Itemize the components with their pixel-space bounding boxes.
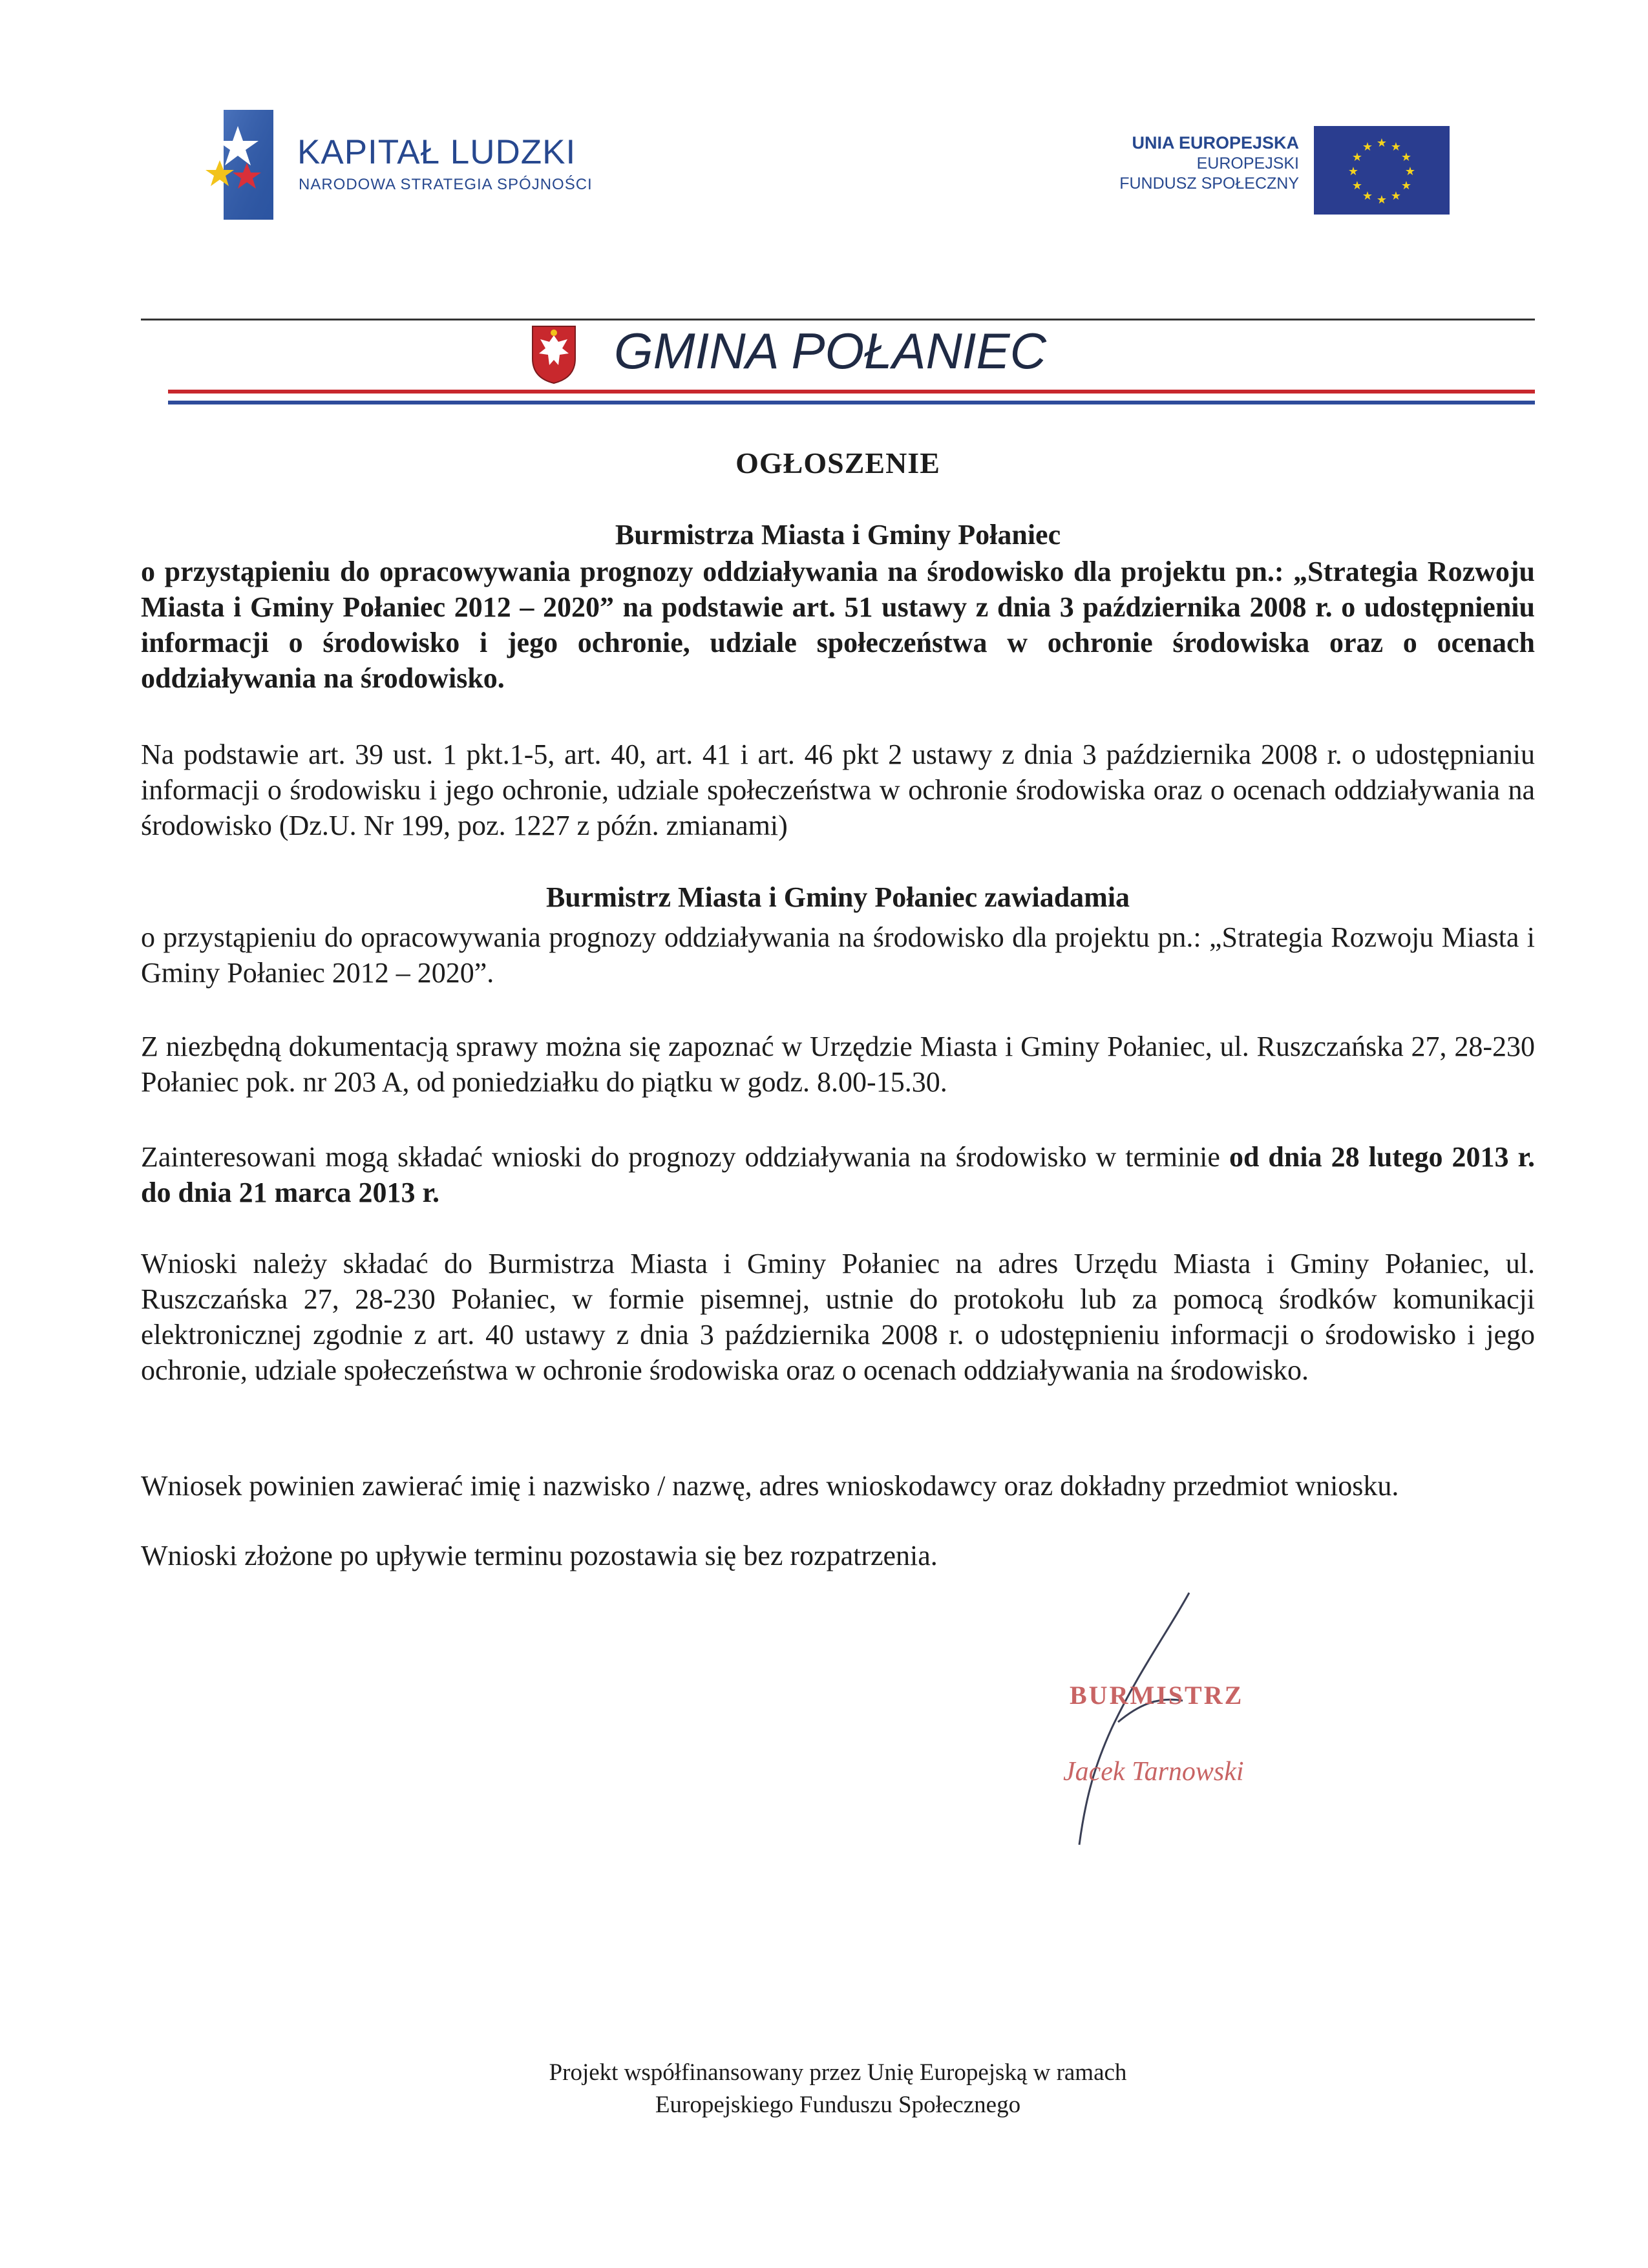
kapital-ludzki-subtitle: NARODOWA STRATEGIA SPÓJNOŚCI [299,176,593,193]
eu-flag-icon [1314,126,1450,215]
announces-line: Burmistrz Miasta i Gminy Połaniec zawiadamia [545,881,1130,913]
stamp-name: Jacek Tarnowski [1063,1757,1244,1787]
svg-text:★: ★ [1376,136,1388,150]
header-red-rule [168,390,1535,394]
late-applications-paragraph: Wnioski złożone po upływie terminu pozostawia się bez rozpatrzenia. [141,1540,938,1571]
svg-text:★: ★ [1404,165,1416,178]
documentation-paragraph: Z niezbędną dokumentacją sprawy można się zapoznać w Urzędzie Miasta i Gminy Połaniec, ul. Ruszczańska 27, 28-230 Połaniec pok. nr 203 A, od poniedziałku do piątku w godz. 8.00-15.30. [141,1031,1535,1098]
footer-line-1: Projekt współfinansowany przez Unię Europejską w ramach [549,2059,1127,2086]
svg-text:★: ★ [1362,140,1373,154]
svg-text:★: ★ [1351,179,1363,193]
svg-text:★: ★ [1400,151,1412,164]
applications-paragraph: Wnioski należy składać do Burmistrza Miasta i Gminy Połaniec na adres Urzędu Miasta i Gminy Połaniec, ul. Ruszczańska 27, 28-230 Połaniec, w formie pisemnej, ustnie do protokołu lub za pomocą środków komunikacji elektronicznej zgodnie z art. 40 ustawy z dnia 3 października 2008 r. o udostępnieniu informacji o środowisko i jego ochronie, udziale społeczeństwa w ochronie środowiska oraz o ocenach oddziaływania na środowisko. [141,1248,1535,1386]
deadline-dates: od dnia 28 lutego 2013 r. do dnia 21 marca 2013 r. [141,1141,1535,1208]
svg-text:★: ★ [1390,189,1402,203]
svg-text:★: ★ [1400,179,1412,193]
deadline-text: Zainteresowani mogą składać wnioski do prognozy oddziaływania na środowisko w terminie [141,1141,1229,1173]
svg-text:★: ★ [1351,151,1363,164]
kapital-ludzki-title: KAPITAŁ LUDZKI [297,133,576,171]
footer-line-2: Europejskiego Funduszu Społecznego [655,2092,1021,2118]
requirements-paragraph: Wniosek powinien zawierać imię i nazwisko / nazwę, adres wnioskodawcy oraz dokładny przedmiot wniosku. [141,1470,1399,1502]
eu-line-european: EUROPEJSKI [1196,154,1299,173]
project-paragraph: o przystąpieniu do opracowywania prognozy oddziaływania na środowisko dla projektu pn.: „Strategia Rozwoju Miasta i Gminy Połaniec 2012 – 2020”. [141,921,1535,989]
legal-basis-paragraph: Na podstawie art. 39 ust. 1 pkt.1-5, art. 40, art. 41 i art. 46 pkt 2 ustawy z dnia 3 października 2008 r. o udostępnianiu informacji o środowisku i jego ochronie, udziale społeczeństwa w ochronie środowiska oraz o ocenach oddziaływania na środowisko (Dz.U. Nr 199, poz. 1227 z późn. zmianami) [141,739,1535,841]
coat-of-arms-icon [531,325,576,384]
svg-text:★: ★ [1376,193,1388,207]
stamp-title: BURMISTRZ [1070,1681,1244,1710]
municipality-title: GMINA POŁANIEC [614,322,1046,379]
issuer-line: Burmistrza Miasta i Gminy Połaniec [615,519,1061,551]
eu-line-fund: FUNDUSZ SPOŁECZNY [1119,174,1299,193]
eu-fund-text [1008,132,1299,194]
header-top-rule [141,319,1535,320]
svg-text:★: ★ [1390,140,1402,154]
svg-text:★: ★ [1347,165,1359,178]
footer-note [141,2057,1535,2121]
eu-line-union: UNIA EUROPEJSKA [1132,133,1299,152]
kapital-ludzki-logo-icon [206,110,273,220]
header-blue-rule [168,401,1535,404]
handwritten-signature-icon [1041,1590,1273,1848]
announcement-heading: OGŁOSZENIE [735,446,940,479]
svg-text:★: ★ [1362,189,1373,203]
intro-paragraph: o przystąpieniu do opracowywania prognozy oddziaływania na środowisko dla projektu pn.: „Strategia Rozwoju Miasta i Gminy Połaniec 2012 – 2020” na podstawie art. 51 ustawy z dnia 3 października 2008 r. o udostępnieniu informacji o środowisko i jego ochronie, udziale społeczeństwa w ochronie środowiska oraz o ocenach oddziaływania na środowisko. [141,556,1535,694]
deadline-paragraph [141,1139,1535,1210]
